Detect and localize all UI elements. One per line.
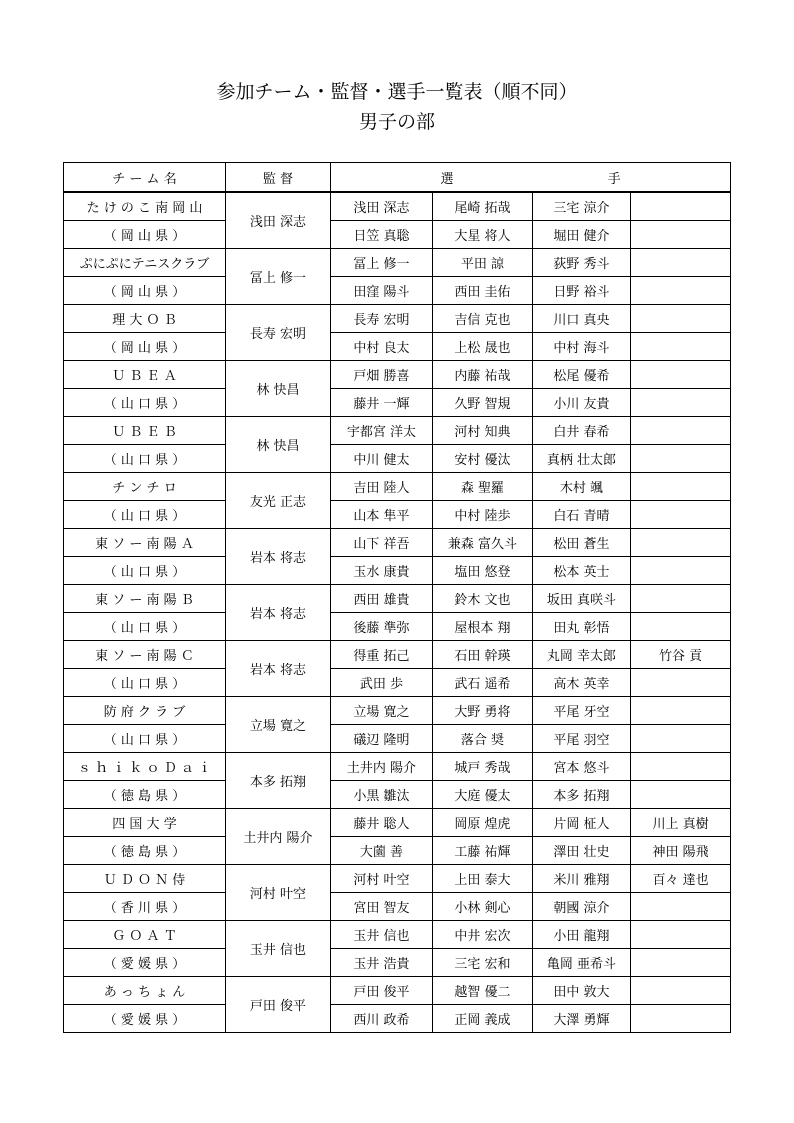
player-name: 吉田 陸人 bbox=[331, 473, 433, 501]
coach-name: 土井内 陽介 bbox=[226, 809, 331, 865]
table-row bbox=[64, 417, 731, 445]
player-name bbox=[631, 949, 731, 977]
player-name: 真柄 壮太郎 bbox=[533, 445, 631, 473]
team-prefecture: （ 岡 山 県 ） bbox=[64, 277, 226, 305]
table-row bbox=[64, 249, 731, 277]
player-name: 西川 政希 bbox=[331, 1005, 433, 1033]
player-name: 上田 泰大 bbox=[433, 865, 533, 893]
coach-name: 長寿 宏明 bbox=[226, 305, 331, 361]
player-name: 得重 拓己 bbox=[331, 641, 433, 669]
player-name: 宮本 悠斗 bbox=[533, 753, 631, 781]
player-name bbox=[631, 893, 731, 921]
player-name: 平田 諒 bbox=[433, 249, 533, 277]
player-name: 小黒 雛汰 bbox=[331, 781, 433, 809]
header-team: チ ー ム 名 bbox=[64, 163, 226, 193]
player-name bbox=[631, 305, 731, 333]
team-prefecture: （ 山 口 県 ） bbox=[64, 669, 226, 697]
player-name: 朝國 涼介 bbox=[533, 893, 631, 921]
player-name bbox=[631, 361, 731, 389]
table-row bbox=[64, 753, 731, 781]
table-row bbox=[64, 585, 731, 613]
table-row bbox=[64, 613, 731, 641]
player-name: 岡原 煌虎 bbox=[433, 809, 533, 837]
team-name: 東 ソ ー 南 陽 Ａ bbox=[64, 529, 226, 557]
team-prefecture: （ 山 口 県 ） bbox=[64, 445, 226, 473]
team-name: Ｕ Ｄ Ｏ Ｎ 侍 bbox=[64, 865, 226, 893]
team-name: 防 府 ク ラ ブ bbox=[64, 697, 226, 725]
player-name: 中井 宏次 bbox=[433, 921, 533, 949]
table-row bbox=[64, 501, 731, 529]
player-name: 河村 叶空 bbox=[331, 865, 433, 893]
team-prefecture: （ 徳 島 県 ） bbox=[64, 781, 226, 809]
player-name: 小田 龍翔 bbox=[533, 921, 631, 949]
player-name: 後藤 準弥 bbox=[331, 613, 433, 641]
table-row bbox=[64, 949, 731, 977]
player-name: 鈴木 文也 bbox=[433, 585, 533, 613]
player-name bbox=[631, 249, 731, 277]
player-name: 工藤 祐輝 bbox=[433, 837, 533, 865]
player-name: 白石 青晴 bbox=[533, 501, 631, 529]
player-name: 宮田 智友 bbox=[331, 893, 433, 921]
table-row bbox=[64, 837, 731, 865]
player-name: 立場 寛之 bbox=[331, 697, 433, 725]
coach-name: 浅田 深志 bbox=[226, 192, 331, 249]
player-name: 亀岡 亜希斗 bbox=[533, 949, 631, 977]
player-name: 中村 陸歩 bbox=[433, 501, 533, 529]
table-row bbox=[64, 781, 731, 809]
player-name: 片岡 柾人 bbox=[533, 809, 631, 837]
player-name: 川口 真央 bbox=[533, 305, 631, 333]
player-name bbox=[631, 697, 731, 725]
team-prefecture: （ 山 口 県 ） bbox=[64, 725, 226, 753]
player-name: 荻野 秀斗 bbox=[533, 249, 631, 277]
table-row bbox=[64, 529, 731, 557]
team-prefecture: （ 岡 山 県 ） bbox=[64, 221, 226, 249]
player-name: 西田 雄貴 bbox=[331, 585, 433, 613]
team-name: 東 ソ ー 南 陽 Ｂ bbox=[64, 585, 226, 613]
header-players-right: 手 bbox=[607, 171, 621, 187]
team-prefecture: （ 香 川 県 ） bbox=[64, 893, 226, 921]
team-prefecture: （ 山 口 県 ） bbox=[64, 389, 226, 417]
player-name: 白井 春希 bbox=[533, 417, 631, 445]
player-name bbox=[631, 192, 731, 221]
player-name: 越智 優二 bbox=[433, 977, 533, 1005]
table-row bbox=[64, 669, 731, 697]
player-name: 森 聖羅 bbox=[433, 473, 533, 501]
coach-name: 本多 拓翔 bbox=[226, 753, 331, 809]
player-name: 安村 優汰 bbox=[433, 445, 533, 473]
player-name bbox=[631, 977, 731, 1005]
team-name: 理 大 Ｏ Ｂ bbox=[64, 305, 226, 333]
player-name bbox=[631, 585, 731, 613]
coach-name: 冨上 修一 bbox=[226, 249, 331, 305]
table-row bbox=[64, 865, 731, 893]
player-name: 尾崎 拓哉 bbox=[433, 192, 533, 221]
player-name bbox=[631, 781, 731, 809]
team-name: Ｕ Ｂ Ｅ Ｂ bbox=[64, 417, 226, 445]
table-row bbox=[64, 192, 731, 221]
player-name: 中村 海斗 bbox=[533, 333, 631, 361]
player-name bbox=[631, 389, 731, 417]
player-name: 塩田 悠登 bbox=[433, 557, 533, 585]
player-name bbox=[631, 669, 731, 697]
page-title: 参加チーム・監督・選手一覧表（順不同） bbox=[216, 81, 578, 103]
player-name: 神田 陽飛 bbox=[631, 837, 731, 865]
header-coach: 監 督 bbox=[226, 163, 331, 193]
player-name: 山下 祥吾 bbox=[331, 529, 433, 557]
coach-name: 林 快昌 bbox=[226, 417, 331, 473]
player-name: 藤井 聡人 bbox=[331, 809, 433, 837]
page-subtitle: 男子の部 bbox=[358, 111, 435, 133]
player-name: 日笠 真聡 bbox=[331, 221, 433, 249]
player-name: 武石 遥希 bbox=[433, 669, 533, 697]
player-name: 小川 友貴 bbox=[533, 389, 631, 417]
player-name: 田中 敦大 bbox=[533, 977, 631, 1005]
coach-name: 河村 叶空 bbox=[226, 865, 331, 921]
player-name bbox=[631, 725, 731, 753]
table-row bbox=[64, 221, 731, 249]
player-name: 山本 隼平 bbox=[331, 501, 433, 529]
player-name: 西田 圭佑 bbox=[433, 277, 533, 305]
player-name: 松本 英士 bbox=[533, 557, 631, 585]
team-name: あ っ ち ょ ん bbox=[64, 977, 226, 1005]
player-name: 玉水 康貴 bbox=[331, 557, 433, 585]
player-name: 戸田 俊平 bbox=[331, 977, 433, 1005]
player-name: 浅田 深志 bbox=[331, 192, 433, 221]
player-name: 堀田 健介 bbox=[533, 221, 631, 249]
player-name: 丸岡 幸太郎 bbox=[533, 641, 631, 669]
table-row bbox=[64, 809, 731, 837]
player-name: 大野 勇将 bbox=[433, 697, 533, 725]
team-prefecture: （ 愛 媛 県 ） bbox=[64, 1005, 226, 1033]
table-row bbox=[64, 893, 731, 921]
player-name: 百々 達也 bbox=[631, 865, 731, 893]
player-name: 大澤 勇輝 bbox=[533, 1005, 631, 1033]
player-name: 本多 拓翔 bbox=[533, 781, 631, 809]
table-row bbox=[64, 333, 731, 361]
team-prefecture: （ 山 口 県 ） bbox=[64, 501, 226, 529]
team-prefecture: （ 岡 山 県 ） bbox=[64, 333, 226, 361]
team-name: Ｕ Ｂ Ｅ Ａ bbox=[64, 361, 226, 389]
player-name: 正岡 義成 bbox=[433, 1005, 533, 1033]
player-name: 田丸 彰悟 bbox=[533, 613, 631, 641]
header-players-left: 選 bbox=[440, 171, 454, 187]
player-name: 玉井 浩貴 bbox=[331, 949, 433, 977]
player-name: 藤井 一輝 bbox=[331, 389, 433, 417]
table-row bbox=[64, 305, 731, 333]
header-players bbox=[331, 163, 731, 193]
player-name bbox=[631, 557, 731, 585]
player-name: 久野 智規 bbox=[433, 389, 533, 417]
player-name: 吉信 克也 bbox=[433, 305, 533, 333]
player-name: 田窪 陽斗 bbox=[331, 277, 433, 305]
team-prefecture: （ 山 口 県 ） bbox=[64, 613, 226, 641]
table-row bbox=[64, 557, 731, 585]
player-name: 宇都宮 洋太 bbox=[331, 417, 433, 445]
player-name: 屋根本 翔 bbox=[433, 613, 533, 641]
player-name: 高木 英幸 bbox=[533, 669, 631, 697]
player-name: 小林 剣心 bbox=[433, 893, 533, 921]
player-name: 竹谷 貢 bbox=[631, 641, 731, 669]
player-name: 玉井 信也 bbox=[331, 921, 433, 949]
table-row bbox=[64, 277, 731, 305]
player-name: 兼森 富久斗 bbox=[433, 529, 533, 557]
team-name: 四 国 大 学 bbox=[64, 809, 226, 837]
player-name: 澤田 壮史 bbox=[533, 837, 631, 865]
player-name: 長寿 宏明 bbox=[331, 305, 433, 333]
player-name: 大庭 優太 bbox=[433, 781, 533, 809]
table-header-row bbox=[64, 163, 731, 193]
roster-body bbox=[64, 192, 731, 1033]
coach-name: 立場 寛之 bbox=[226, 697, 331, 753]
player-name: 平尾 牙空 bbox=[533, 697, 631, 725]
player-name bbox=[631, 473, 731, 501]
player-name: 武田 歩 bbox=[331, 669, 433, 697]
team-name: ｓ ｈ ｉ ｋ ｏ Ｄ ａ ｉ bbox=[64, 753, 226, 781]
player-name: 三宅 涼介 bbox=[533, 192, 631, 221]
roster-table bbox=[63, 162, 731, 1033]
player-name: 中川 健太 bbox=[331, 445, 433, 473]
player-name bbox=[631, 529, 731, 557]
coach-name: 林 快昌 bbox=[226, 361, 331, 417]
coach-name: 岩本 将志 bbox=[226, 585, 331, 641]
player-name: 冨上 修一 bbox=[331, 249, 433, 277]
player-name: 大星 将人 bbox=[433, 221, 533, 249]
team-prefecture: （ 山 口 県 ） bbox=[64, 557, 226, 585]
coach-name: 岩本 将志 bbox=[226, 641, 331, 697]
player-name bbox=[631, 921, 731, 949]
table-row bbox=[64, 473, 731, 501]
coach-name: 玉井 信也 bbox=[226, 921, 331, 977]
team-name: 東 ソ ー 南 陽 Ｃ bbox=[64, 641, 226, 669]
player-name: 城戸 秀哉 bbox=[433, 753, 533, 781]
player-name: 内藤 祐哉 bbox=[433, 361, 533, 389]
player-name bbox=[631, 501, 731, 529]
table-row bbox=[64, 361, 731, 389]
player-name: 戸畑 勝喜 bbox=[331, 361, 433, 389]
player-name bbox=[631, 445, 731, 473]
player-name bbox=[631, 221, 731, 249]
player-name: 大薗 善 bbox=[331, 837, 433, 865]
player-name: 落合 奨 bbox=[433, 725, 533, 753]
coach-name: 戸田 俊平 bbox=[226, 977, 331, 1033]
player-name: 日野 裕斗 bbox=[533, 277, 631, 305]
team-prefecture: （ 愛 媛 県 ） bbox=[64, 949, 226, 977]
table-row bbox=[64, 389, 731, 417]
player-name: 礒辺 隆明 bbox=[331, 725, 433, 753]
table-row bbox=[64, 921, 731, 949]
table-row bbox=[64, 977, 731, 1005]
player-name: 上松 晟也 bbox=[433, 333, 533, 361]
player-name bbox=[631, 277, 731, 305]
coach-name: 友光 正志 bbox=[226, 473, 331, 529]
team-name: チ ン チ ロ bbox=[64, 473, 226, 501]
player-name: 土井内 陽介 bbox=[331, 753, 433, 781]
table-row bbox=[64, 1005, 731, 1033]
player-name: 松尾 優希 bbox=[533, 361, 631, 389]
player-name: 平尾 羽空 bbox=[533, 725, 631, 753]
player-name: 木村 颯 bbox=[533, 473, 631, 501]
team-name: ぷにぷにテニスクラブ bbox=[64, 249, 226, 277]
player-name bbox=[631, 333, 731, 361]
team-prefecture: （ 徳 島 県 ） bbox=[64, 837, 226, 865]
player-name: 米川 雅翔 bbox=[533, 865, 631, 893]
player-name: 石田 幹瑛 bbox=[433, 641, 533, 669]
player-name: 坂田 真咲斗 bbox=[533, 585, 631, 613]
table-row bbox=[64, 445, 731, 473]
player-name bbox=[631, 753, 731, 781]
player-name: 三宅 宏和 bbox=[433, 949, 533, 977]
table-row bbox=[64, 697, 731, 725]
player-name: 川上 真樹 bbox=[631, 809, 731, 837]
player-name bbox=[631, 613, 731, 641]
team-name: た け の こ 南 岡 山 bbox=[64, 192, 226, 221]
player-name bbox=[631, 1005, 731, 1033]
team-name: Ｇ Ｏ Ａ Ｔ bbox=[64, 921, 226, 949]
table-row bbox=[64, 641, 731, 669]
player-name bbox=[631, 417, 731, 445]
coach-name: 岩本 将志 bbox=[226, 529, 331, 585]
player-name: 中村 良太 bbox=[331, 333, 433, 361]
table-row bbox=[64, 725, 731, 753]
player-name: 河村 知典 bbox=[433, 417, 533, 445]
player-name: 松田 蒼生 bbox=[533, 529, 631, 557]
